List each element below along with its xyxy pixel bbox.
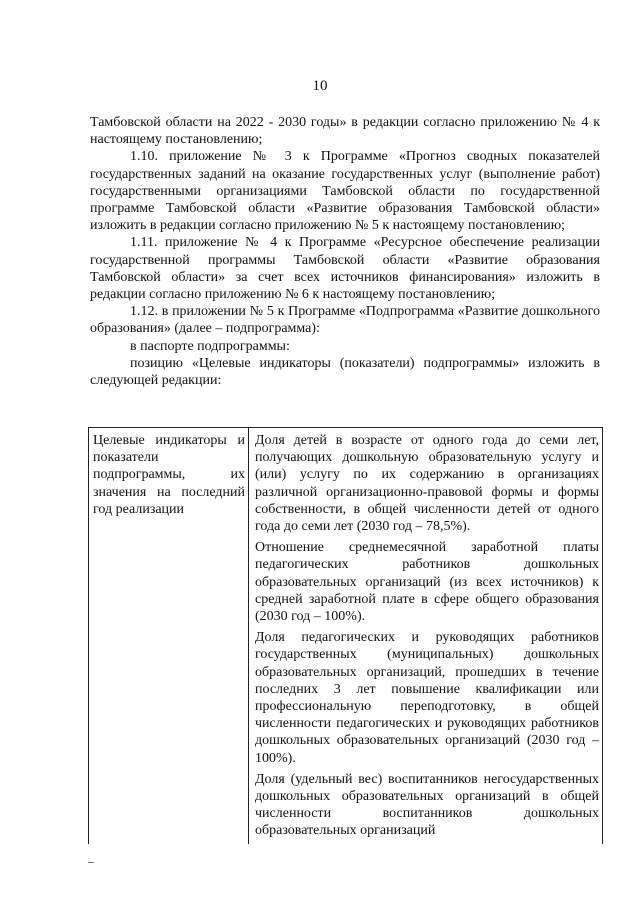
page-number: 10 <box>312 78 328 94</box>
document-body <box>90 114 600 389</box>
paragraph-continuation: Тамбовской области на 2022 - 2030 годы» в редакции согласно приложению № 4 к настоящему постановлению; <box>90 115 600 148</box>
table-right-cell <box>249 428 603 844</box>
indicator-item: Доля детей в возрасте от одного года до семи лет, получающих дошкольную образовательную услугу и (или) услугу по их содержанию в организациях различной организационно-правовой формы и формы собственности, в общей численности детей от одного года до семи лет (2030 год – 78,5%). <box>255 433 599 535</box>
indicator-item: Доля педагогических и руководящих работников государственных (муниципальных) дошкольных образовательных организаций, прошедших в течение последних 3 лет повышение квалификации или профессиональную переподготовку, в общей численности педагогических и руководящих работников дошкольных образовательных организаций (2030 год – 100%). <box>255 630 599 766</box>
paragraph-1-10: 1.10. приложение № 3 к Программе «Прогноз сводных показателей государственных заданий на оказание государственных услуг (выполнение работ) государственными организациями Тамбовской области по государственной программе Тамбовской области «Развитие образования Тамбовской области» изложить в редакции согласно приложению № 5 к настоящему постановлению; <box>90 149 600 234</box>
paragraph-position: позицию «Целевые индикаторы (показатели) подпрограммы» изложить в следующей редакции: <box>90 355 600 389</box>
paragraph-1-11: 1.11. приложение № 4 к Программе «Ресурсное обеспечение реализации государственной программы Тамбовской области «Развитие образования Тамбовской области» за счет всех источников финансирования» изложить в редакции согласно приложению № 6 к настоящему постановлению; <box>90 235 600 303</box>
indicators-table <box>88 427 603 844</box>
indicator-item: Отношение среднемесячной заработной платы педагогических работников дошкольных образовательных организаций (из всех источников) к средней заработной плате в сфере общего образования (2030 год – 100%). <box>255 540 599 625</box>
table-left-cell <box>89 428 249 844</box>
indicator-item: Доля (удельный вес) воспитанников негосударственных дошкольных образовательных организаций в общей численности воспитанников дошкольных образовательных организаций <box>255 771 599 839</box>
paragraph-passport: в паспорте подпрограммы: <box>130 338 290 354</box>
margin-mark <box>88 862 94 863</box>
paragraph-1-12: 1.12. в приложении № 5 к Программе «Подпрограмма «Развитие дошкольного образования» (далее – подпрограмма): <box>90 304 600 337</box>
left-cell-text: Целевые индикаторы и показатели подпрограммы, их значения на последний год реализации <box>93 433 245 517</box>
